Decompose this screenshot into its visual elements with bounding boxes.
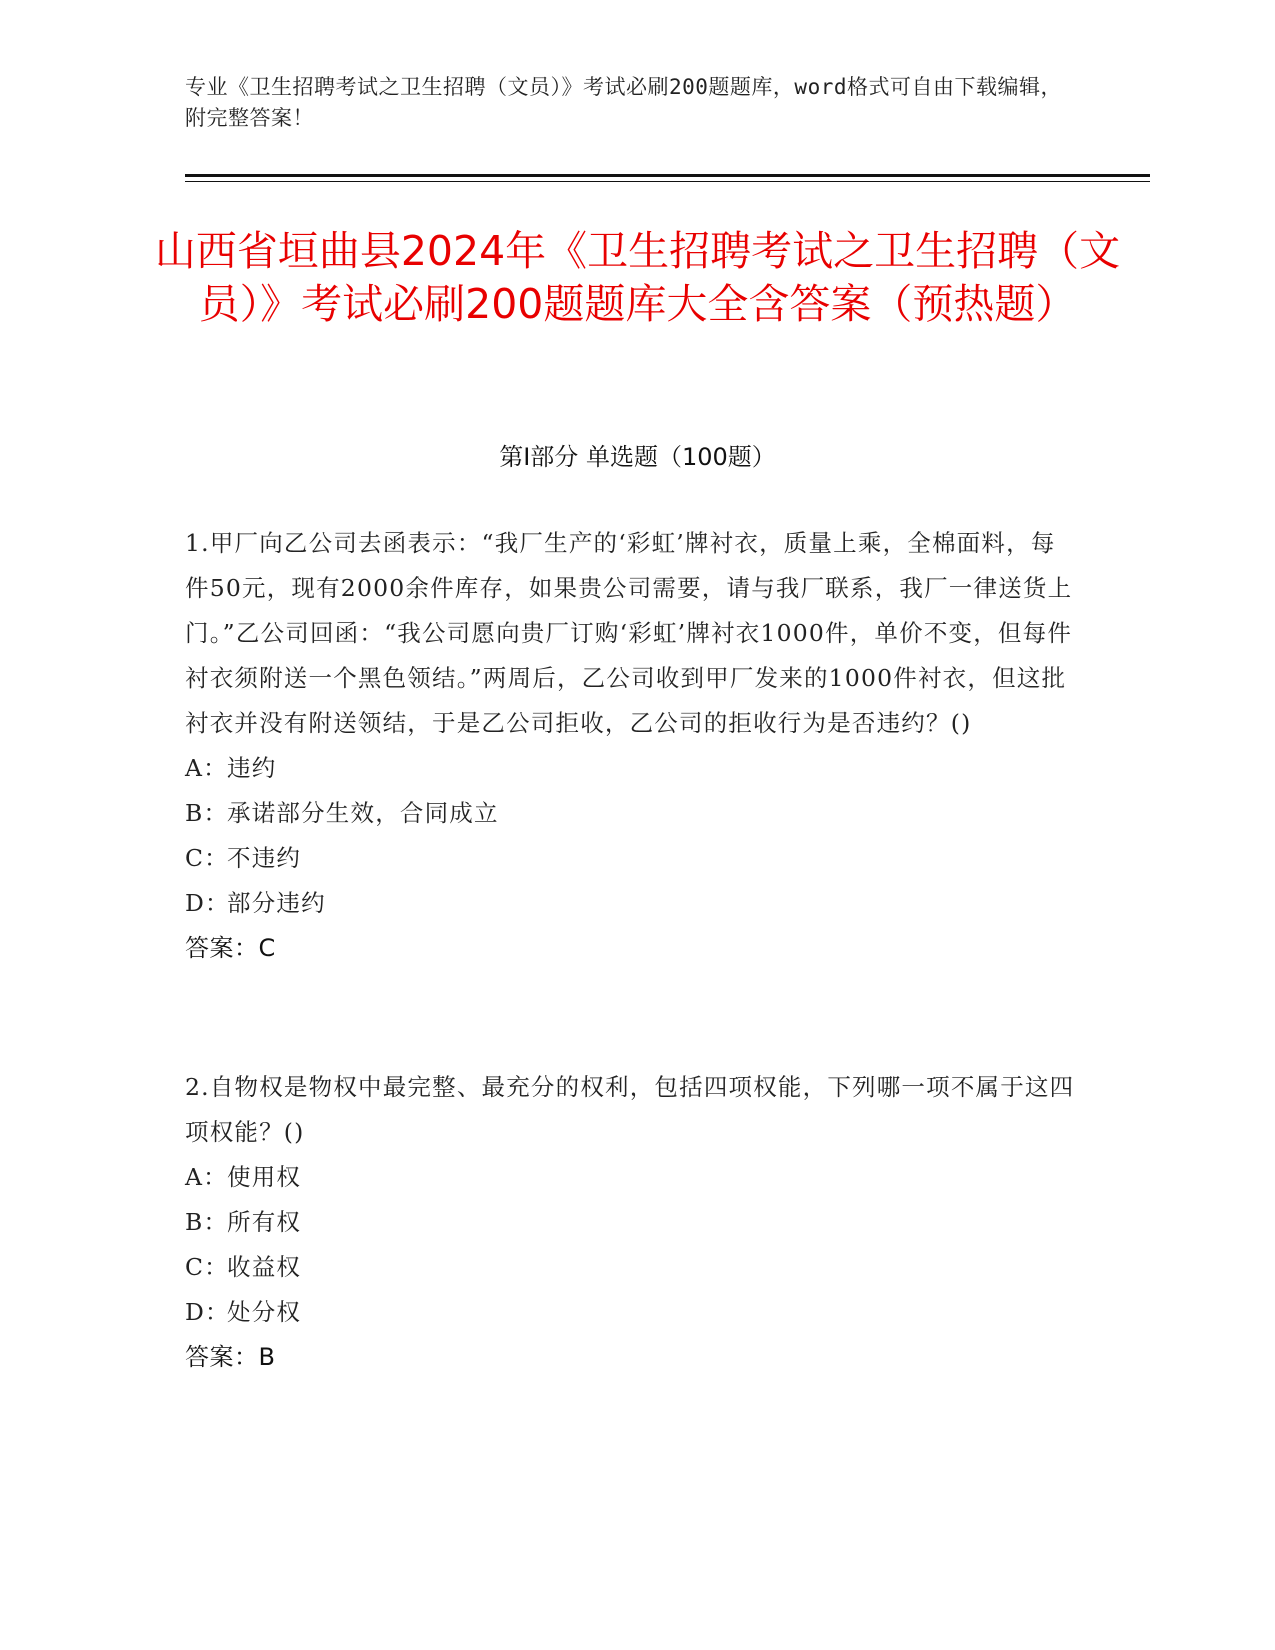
- option-c: [185, 836, 1080, 881]
- option-c: [185, 1245, 1080, 1290]
- option-text: 违约: [227, 754, 277, 782]
- answer-line: 答案：B: [185, 1343, 276, 1371]
- option-text: 承诺部分生效，合同成立: [227, 799, 499, 827]
- option-text: 收益权: [227, 1253, 302, 1281]
- header-divider-thin: [185, 181, 1150, 182]
- option-d: [185, 881, 1080, 926]
- question-stem: 2.自物权是物权中最完整、最充分的权利，包括四项权能，下列哪一项不属于这四项权能？(): [185, 1073, 1075, 1146]
- option-text: 部分违约: [227, 889, 326, 917]
- answer-line: 答案：C: [185, 934, 276, 962]
- option-b: [185, 791, 1080, 836]
- header-divider-thick: [185, 174, 1150, 177]
- option-a: [185, 1155, 1080, 1200]
- section-heading: 第I部分 单选题（100题）: [499, 443, 776, 471]
- option-key: D：: [185, 889, 230, 917]
- option-text: 处分权: [227, 1298, 302, 1326]
- header-note: 专业《卫生招聘考试之卫生招聘（文员）》考试必刷200题题库，word格式可自由下载编辑，附完整答案！: [185, 75, 1062, 130]
- option-key: B：: [185, 1208, 229, 1236]
- option-a: [185, 746, 1080, 791]
- question-stem: 1.甲厂向乙公司去函表示：“我厂生产的‘彩虹’牌衬衣，质量上乘，全棉面料，每件50元，现有2000余件库存，如果贵公司需要，请与我厂联系，我厂一律送货上门。”乙公司回函：“我公司愿向贵厂订购‘彩虹’牌衬衣1000件，单价不变，但每件衬衣须附送一个黑色领结。”两周后，乙公司收到甲厂发来的1000件衬衣，但这批衬衣并没有附送领结，于是乙公司拒收，乙公司的拒收行为是否违约？(): [185, 529, 1073, 737]
- option-key: B：: [185, 799, 229, 827]
- option-key: C：: [185, 1253, 229, 1281]
- option-text: 不违约: [227, 844, 302, 872]
- option-text: 所有权: [227, 1208, 302, 1236]
- option-key: C：: [185, 844, 229, 872]
- option-d: [185, 1290, 1080, 1335]
- option-key: A：: [185, 754, 228, 782]
- option-text: 使用权: [227, 1163, 302, 1191]
- document-title: 山西省垣曲县2024年《卫生招聘考试之卫生招聘（文员）》考试必刷200题题库大全含答案（预热题）: [154, 227, 1121, 328]
- question-1: [185, 521, 1080, 971]
- option-key: D：: [185, 1298, 230, 1326]
- option-b: [185, 1200, 1080, 1245]
- option-key: A：: [185, 1163, 228, 1191]
- question-2: [185, 1065, 1080, 1380]
